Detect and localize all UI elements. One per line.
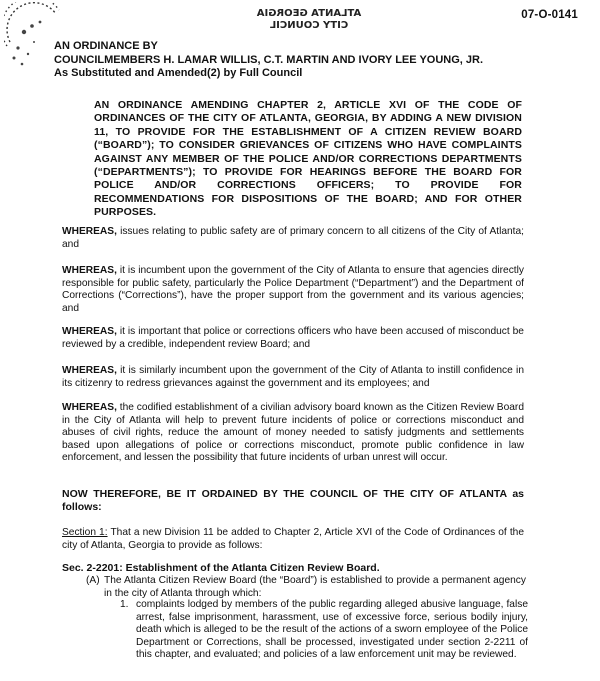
whereas-paragraph xyxy=(62,226,524,251)
whereas-text: it is important that police or corrections officers who have been accused of misconduct be reviewed by a credible, independent review Board; and xyxy=(62,326,524,350)
whereas-text: it is similarly incumbent upon the government of the City of Atlanta to instill confidence in its citizenry to redress grievances against the government and its employees; and xyxy=(62,365,524,389)
whereas-text: the codified establishment of a civilian advisory board known as the Citizen Review Board in the City of Atlanta will help to prevent future incidents of police or corrections misconduct and abuses of civil rights, reduce the amount of money needed to satisfy judgments and settlements based upon allegations of police or corrections misconduct, promote public confidence in law enforcement, and lessen the possibility that future incidents of urban unrest will occur. xyxy=(62,402,524,464)
now-therefore-clause: NOW THEREFORE, BE IT ORDAINED BY THE COUNCIL OF THE CITY OF ATLANTA as follows: xyxy=(62,488,524,514)
whereas-label: WHEREAS, xyxy=(62,226,117,237)
section-1-label: Section 1: xyxy=(62,527,108,538)
whereas-label: WHEREAS, xyxy=(62,265,117,276)
stamp-line-2: CITY COUNCIL xyxy=(269,20,349,31)
whereas-label: WHEREAS, xyxy=(62,326,117,337)
whereas-paragraph xyxy=(62,265,524,315)
whereas-label: WHEREAS, xyxy=(62,365,117,376)
header-line-2: COUNCILMEMBERS H. LAMAR WILLIS, C.T. MARTIN AND IVORY LEE YOUNG, JR. xyxy=(54,53,484,66)
subsection-a xyxy=(86,575,526,600)
ordinance-header xyxy=(54,40,483,81)
whereas-paragraph xyxy=(62,402,524,465)
subsection-a-marker: (A) xyxy=(86,575,100,586)
stamp-line-1: ATLANTA GEORGIA xyxy=(256,8,362,19)
council-stamp xyxy=(254,8,364,32)
list-item-1 xyxy=(120,599,528,662)
document-number: 07-O-0141 xyxy=(521,9,578,21)
whereas-label: WHEREAS, xyxy=(62,402,117,413)
list-item-1-marker: 1. xyxy=(120,599,129,610)
section-1-paragraph xyxy=(62,527,524,552)
whereas-text: it is incumbent upon the government of the City of Atlanta to ensure that agencies directly responsible for public safety, particularly the Police Department (“Department”) and the Department of Corrections (“Corrections”), have the proper support from the government and its various agencies; and xyxy=(62,265,524,314)
whereas-text: issues relating to public safety are of primary concern to all citizens of the City of Atlanta; and xyxy=(62,226,524,250)
ordinance-caption: AN ORDINANCE AMENDING CHAPTER 2, ARTICLE XVI OF THE CODE OF ORDINANCES OF THE CITY OF ATLANTA, GEORGIA, BY ADDING A NEW DIVISION 11, TO PROVIDE FOR THE ESTABLISHMENT OF A CITIZEN REVIEW BOARD (“BOARD”); TO CONSIDER GRIEVANCES OF CITIZENS WHO HAVE COMPLAINTS AGAINST ANY MEMBER OF THE POLICE AND/OR CORRECTIONS DEPARTMENTS (“DEPARTMENTS”); TO PROVIDE FOR HEARINGS BEFORE THE BOARD FOR POLICE AND/OR CORRECTIONS OFFICERS; TO PROVIDE FOR RECOMMENDATIONS FOR DISPOSITIONS OF THE BOARD; AND FOR OTHER PURPOSES. xyxy=(94,99,522,219)
header-line-3: As Substituted and Amended(2) by Full Council xyxy=(54,67,303,79)
header-line-1: AN ORDINANCE BY xyxy=(54,40,158,52)
section-heading: Sec. 2-2201: Establishment of the Atlanta Citizen Review Board. xyxy=(62,562,380,574)
subsection-a-text: The Atlanta Citizen Review Board (the “Board”) is established to provide a permanent agency in the city of Atlanta through which: xyxy=(104,575,526,599)
list-item-1-text: complaints lodged by members of the public regarding alleged abusive language, false arrest, false imprisonment, harassment, use of excessive force, serious bodily injury, death which is alleged to be the result of the actions of a sworn employee of the Police Department or Corrections, shall be processed, investigated under section 2-2211 of this chapter, and evaluated; and policies of a law enforcement unit may be reviewed. xyxy=(136,599,528,661)
section-1-text: That a new Division 11 be added to Chapter 2, Article XVI of the Code of Ordinances of the city of Atlanta, Georgia to provide as follows: xyxy=(62,527,524,551)
whereas-paragraph xyxy=(62,326,524,351)
whereas-paragraph xyxy=(62,365,524,390)
